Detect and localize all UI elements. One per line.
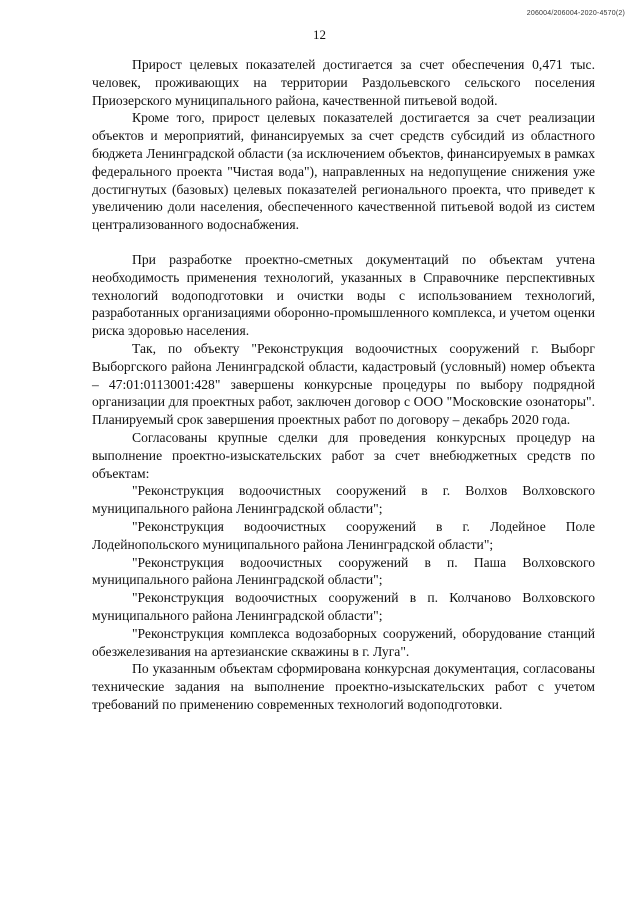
paragraph-competition-docs: По указанным объектам сформирована конкурсная документация, согласованы технические задания на выполнение проектно-изыскательских работ с учетом требований по применению современных технологий водоподготовки.: [92, 661, 595, 712]
paragraph-additional-growth: Кроме того, прирост целевых показателей достигается за счет реализации объектов и мероприятий, финансируемых за счет средств субсидий из областного бюджета Ленинградской области (за исключением объектов, финансируемых в рамках федерального проекта "Чистая вода"), направленных на недопущение снижения уже достигнутых (базовых) целевых показателей регионального проекта, что приведет к увеличению доли населения, обеспеченного качественной питьевой водой из систем централизованного водоснабжения.: [92, 110, 595, 233]
page-number: 12: [313, 27, 326, 42]
list-item-lodeynoye-pole: "Реконструкция водоочистных сооружений в г. Лодейное Поле Лодейнопольского муниципального района Ленинградской области";: [92, 518, 595, 552]
list-item-kolchanovo: "Реконструкция водоочистных сооружений в п. Колчаново Волховского муниципального района Ленинградской области";: [92, 590, 595, 623]
list-item-pasha: "Реконструкция водоочистных сооружений в п. Паша Волховского муниципального района Ленинградской области";: [92, 554, 595, 588]
list-item-volkhov: "Реконструкция водоочистных сооружений в г. Волхов Волховского муниципального района Ленинградской области";: [92, 483, 595, 517]
paragraph-design-documentation: При разработке проектно-сметных документаций по объектам учтена необходимость применения технологий, указанных в Справочнике перспективных технологий водоподготовки и очистки воды с использованием технологий, разработанных организациями оборонно-промышленного комплекса, и учетом оценки риска здоровью населения.: [92, 251, 595, 339]
list-item-luga: "Реконструкция комплекса водозаборных сооружений, оборудование станций обезжелезивания на артезианские скважины в г. Луга".: [92, 625, 595, 659]
paragraph-target-growth: Прирост целевых показателей достигается за счет обеспечения 0,471 тыс. человек, проживающих на территории Раздольевского сельского поселения Приозерского муниципального района, качественной питьевой водой.: [92, 57, 595, 108]
paragraph-major-deals: Согласованы крупные сделки для проведения конкурсных процедур на выполнение проектно-изыскательских работ за счет внебюджетных средств по объектам:: [92, 429, 595, 481]
document-body: [92, 56, 595, 714]
document-id: 206004/206004-2020-4570(2): [526, 10, 625, 17]
paragraph-vyborg-object: Так, по объекту "Реконструкция водоочистных сооружений г. Выборг Выборгского района Ленинградской области, кадастровый (условный) номер объекта – 47:01:0113001:428" завершены конкурсные процедуры по выбору подрядной организации для проектных работ, заключен договор с ООО "Московские озонаторы". Планируемый срок завершения проектных работ по договору – декабрь 2020 года.: [92, 340, 595, 428]
